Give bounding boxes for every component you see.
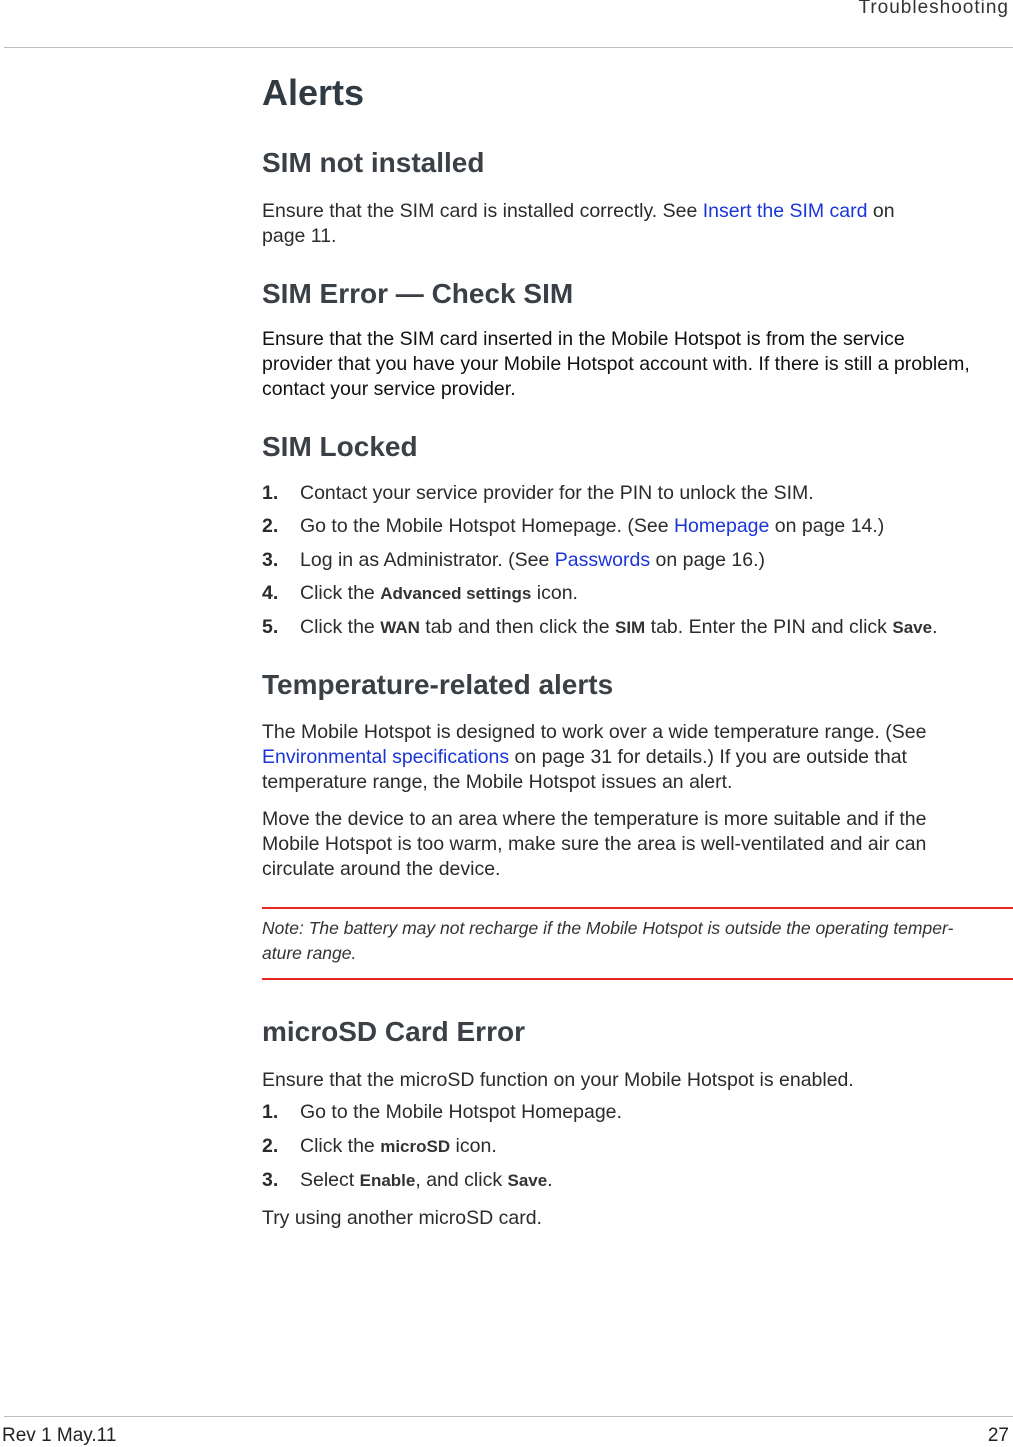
note-bottom-rule bbox=[262, 978, 1013, 980]
running-header: Troubleshooting bbox=[858, 0, 1009, 18]
step-text: Select bbox=[300, 1169, 360, 1191]
heading-sim-error: SIM Error — Check SIM bbox=[262, 278, 574, 309]
ui-term-microsd: microSD bbox=[380, 1137, 451, 1156]
step-number: 3. bbox=[262, 1169, 279, 1191]
sim-error-text bbox=[262, 327, 970, 402]
page-title: Alerts bbox=[262, 72, 365, 113]
step-text: Go to the Mobile Hotspot Homepage. bbox=[300, 1101, 622, 1123]
step-text: Log in as Administrator. (See bbox=[300, 549, 555, 571]
footer-page-number: 27 bbox=[987, 1425, 1009, 1446]
text-run: Ensure that the SIM card is installed correctly. See bbox=[262, 200, 703, 222]
step-number: 3. bbox=[262, 549, 279, 571]
step-text: on page 16.) bbox=[650, 549, 766, 571]
text-run: page 11. bbox=[262, 225, 337, 247]
heading-microsd-error: microSD Card Error bbox=[262, 1016, 525, 1047]
sim-locked-step-3 bbox=[262, 548, 765, 573]
link-environmental-specifications[interactable]: Environmental specifications bbox=[262, 746, 510, 768]
microsd-intro: Ensure that the microSD function on your Mobile Hotspot is enabled. bbox=[262, 1069, 854, 1091]
microsd-closing: Try using another microSD card. bbox=[262, 1207, 542, 1229]
text-line: Note: The battery may not recharge if the Mobile Hotspot is outside the operating temper- bbox=[262, 918, 954, 938]
text-line: provider that you have your Mobile Hotspot account with. If there is still a problem, bbox=[262, 353, 970, 375]
heading-temperature-alerts: Temperature-related alerts bbox=[262, 669, 614, 700]
link-insert-sim-card[interactable]: Insert the SIM card bbox=[702, 200, 868, 222]
step-text: . bbox=[932, 616, 938, 638]
footer-divider bbox=[4, 1416, 1013, 1417]
heading-sim-locked: SIM Locked bbox=[262, 431, 418, 462]
step-number: 4. bbox=[262, 582, 279, 604]
step-text: . bbox=[547, 1169, 553, 1191]
note-top-rule bbox=[262, 907, 1013, 909]
text-line: Move the device to an area where the temperature is more suitable and if the bbox=[262, 808, 927, 830]
step-text: tab. Enter the PIN and click bbox=[645, 616, 893, 638]
step-text: Click the bbox=[300, 1135, 381, 1157]
text-line: Ensure that the SIM card inserted in the Mobile Hotspot is from the service bbox=[262, 328, 905, 350]
step-text: tab and then click the bbox=[419, 616, 615, 638]
ui-term-save: Save bbox=[507, 1171, 548, 1190]
step-text: Contact your service provider for the PIN to unlock the SIM. bbox=[300, 482, 814, 504]
temperature-paragraph-2 bbox=[262, 807, 926, 882]
note-text bbox=[262, 916, 953, 966]
text-line: ature range. bbox=[262, 943, 357, 963]
ui-term-advanced-settings: Advanced settings bbox=[380, 584, 532, 603]
ui-term-wan: WAN bbox=[380, 618, 420, 637]
text-line: temperature range, the Mobile Hotspot issues an alert. bbox=[262, 771, 733, 793]
ui-term-enable: Enable bbox=[359, 1171, 416, 1190]
text-line: contact your service provider. bbox=[262, 378, 516, 400]
temperature-paragraph-1 bbox=[262, 720, 926, 795]
text-line: Mobile Hotspot is too warm, make sure the area is well-ventilated and air can bbox=[262, 833, 927, 855]
step-text: Click the bbox=[300, 616, 381, 638]
text-line: The Mobile Hotspot is designed to work over a wide temperature range. (See bbox=[262, 721, 927, 743]
sim-locked-step-2 bbox=[262, 514, 884, 539]
step-text: , and click bbox=[415, 1169, 508, 1191]
step-number: 2. bbox=[262, 1135, 279, 1157]
step-text: Go to the Mobile Hotspot Homepage. (See bbox=[300, 515, 674, 537]
step-number: 1. bbox=[262, 1101, 279, 1123]
microsd-step-2 bbox=[262, 1134, 497, 1159]
step-text: icon. bbox=[450, 1135, 497, 1157]
text-run: on page 31 for details.) If you are outside that bbox=[509, 746, 907, 768]
footer-revision: Rev 1 May.11 bbox=[2, 1425, 117, 1446]
step-number: 5. bbox=[262, 616, 279, 638]
header-divider bbox=[4, 47, 1013, 48]
text-run: on bbox=[867, 200, 895, 222]
link-passwords[interactable]: Passwords bbox=[554, 549, 651, 571]
sim-locked-step-1 bbox=[262, 481, 814, 506]
step-text: Click the bbox=[300, 582, 381, 604]
step-text: on page 14.) bbox=[769, 515, 885, 537]
step-text: icon. bbox=[531, 582, 578, 604]
link-homepage[interactable]: Homepage bbox=[673, 515, 770, 537]
ui-term-save: Save bbox=[892, 618, 933, 637]
sim-not-installed-text bbox=[262, 199, 895, 249]
text-line: circulate around the device. bbox=[262, 858, 501, 880]
microsd-step-3 bbox=[262, 1168, 553, 1193]
step-number: 2. bbox=[262, 515, 279, 537]
ui-term-sim: SIM bbox=[615, 618, 646, 637]
heading-sim-not-installed: SIM not installed bbox=[262, 147, 485, 178]
sim-locked-step-5 bbox=[262, 615, 937, 640]
microsd-step-1 bbox=[262, 1100, 622, 1125]
sim-locked-step-4 bbox=[262, 581, 578, 606]
step-number: 1. bbox=[262, 482, 279, 504]
